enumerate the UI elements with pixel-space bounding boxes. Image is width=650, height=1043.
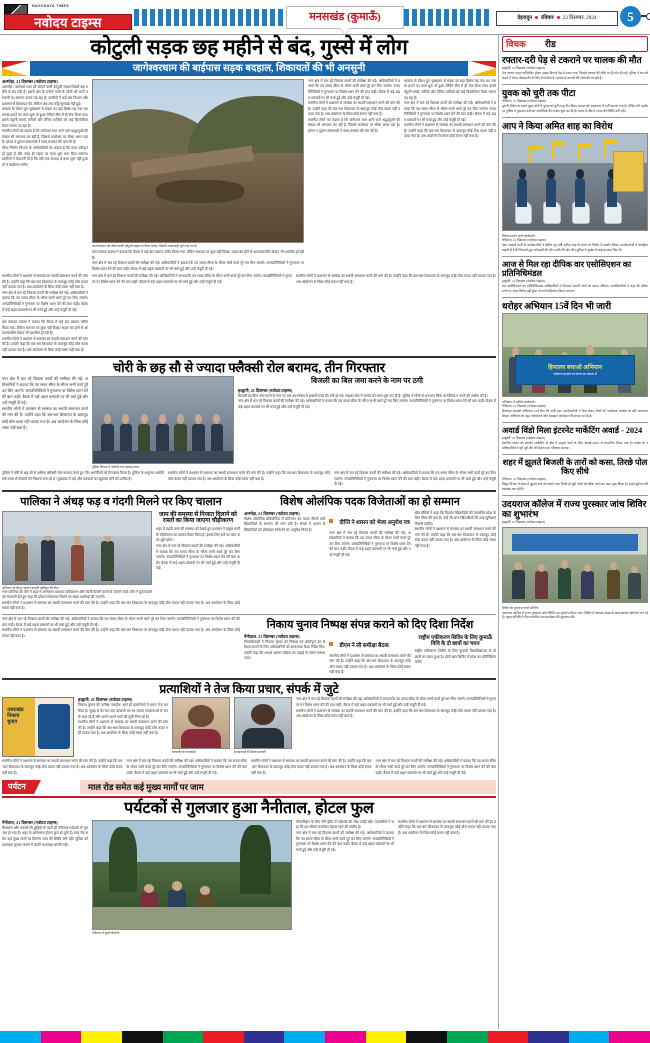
rail-head-6: शहर में झूलते बिजली के तारों को कसा, तिरछे पोल किए सीधे: [502, 458, 648, 477]
dateline-place: देहरादून: [517, 15, 533, 21]
rail-byline-3: हल्द्वानी, 21 दिसम्बर (नवोदय टाइम्स): [502, 279, 545, 284]
divider: [2, 316, 88, 317]
tourism-filler: नगर क्षेत्र में चल रहे विकास कार्यों की समीक्षा की गई। अधिकारियों ने बताया कि तय समय सीमा के भीतर सभी कार्य पूरे कर लिए जाएंगे। जनप्रतिनिधियों ने गुणवत्ता पर विशेष ध्यान देने की बात कही। बैठक में कई अहम प्रस्तावों पर भी चर्चा हुई और उन्हें मंजूरी दी गई।: [296, 830, 394, 852]
story-row4-left: [2, 617, 240, 676]
rail-head-3: आज से मिल रहा दीपिक वार एसोसिएशन का प्रतिनिधिमंडल: [502, 259, 632, 279]
lead-body-5: क्षेत्र पंचायत सदस्य ने बताया कि बैठक में कई बार प्रस्ताव पारित किया गया, लेकिन धरातल पर कुछ नहीं दिखा। सड़क बंद होने से आपातकालीन सेवाएं भी प्रभावित हो रही हैं।: [92, 249, 304, 260]
story4-bullet-note: [329, 511, 410, 529]
divider: [502, 495, 648, 496]
story2-side-col: [238, 376, 496, 469]
row4-left-a: नगर क्षेत्र में चल रहे विकास कार्यों की समीक्षा की गई। अधिकारियों ने बताया कि तय समय सीमा के भीतर सभी कार्य पूरे कर लिए जाएंगे। जनप्रतिनिधियों ने गुणवत्ता पर विशेष ध्यान देने की बात कही। बैठक में कई अहम प्रस्तावों पर भी चर्चा हुई और उन्हें मंजूरी दी गई।: [2, 616, 240, 627]
rail-item-3[interactable]: [502, 260, 648, 294]
rail-byline-1: नैनीताल, 21 दिसम्बर (नवोदय टाइम्स): [502, 98, 546, 103]
story-olympic[interactable]: [244, 494, 496, 612]
lead-body-3: स्थानीय लोगों का कहना है कि जागेश्वर धाम आने वाले श्रद्धालुओं की संख्या भी लगातार घट रही है, जिससे कारोबार पर सीधा असर पड़ा है। होटल व दुकान संचालकों ने जल्द मरम्मत की मांग की है।: [2, 129, 88, 145]
story4-byline: अल्मोड़ा, 21 दिसम्बर (नवोदय टाइम्स): [244, 510, 300, 516]
divider: [502, 84, 648, 85]
banner-left-triangle-icon: [2, 61, 28, 76]
lead-col3-b: स्थानीय लोगों ने प्रशासन से समस्या का स्थायी समाधान करने की मांग की है। उन्होंने कहा कि बार-बार शिकायत के बावजूद कोई ठोस कदम नहीं उठाया गया है। अब आंदोलन के सिवा कोई रास्ता नहीं बचा है।: [308, 101, 400, 117]
story6-col-text1: [78, 697, 168, 757]
story2-tail-c: नगर क्षेत्र में चल रहे विकास कार्यों की समीक्षा की गई। अधिकारियों ने बताया कि तय समय सीमा के भीतर सभी कार्य पूरे कर लिए जाएंगे। जनप्रतिनिधियों ने गुणवत्ता पर विशेष ध्यान देने की बात कही। बैठक में कई अहम प्रस्तावों पर भी चर्चा हुई और उन्हें मंजूरी दी गई।: [334, 471, 496, 487]
lead-col4-a: बरसात के दौरान हुए भूस्खलन से सड़क का बड़ा हिस्सा बह गया था। मलबा हटाने का काम शुरू तो हुआ लेकिन बीच में ही रोक दिया गया। इससे स्कूली बच्चों, मरीजों और दैनिक यात्रियों को कई किलोमीटर पैदल चलना पड़ रहा है।: [404, 78, 496, 100]
rail-photo-caption-7: शिविर का शुभारंभ करते अतिथि।: [502, 606, 539, 611]
lead-col3-c: स्थानीय लोगों का कहना है कि जागेश्वर धाम आने वाले श्रद्धालुओं की संख्या भी लगातार घट रही है, जिससे कारोबार पर सीधा असर पड़ा है। होटल व दुकान संचालकों ने जल्द मरम्मत की मांग की है।: [308, 117, 400, 133]
rail-item-6[interactable]: [502, 458, 648, 492]
lead-col3-a: नगर क्षेत्र में चल रहे विकास कार्यों की समीक्षा की गई। अधिकारियों ने बताया कि तय समय सीमा के भीतर सभी कार्य पूरे कर लिए जाएंगे। जनप्रतिनिधियों ने गुणवत्ता पर विशेष ध्यान देने की बात कही। बैठक में कई अहम प्रस्तावों पर भी चर्चा हुई और उन्हें मंजूरी दी गई।: [308, 78, 400, 100]
rail-photo-campaign: [502, 313, 648, 397]
tourism-byline: नैनीताल, 21 दिसम्बर (नवोदय टाइम्स): [2, 819, 58, 825]
tourism-col-1: [2, 820, 88, 935]
lead-body-2: बरसात के दौरान हुए भूस्खलन से सड़क का बड़ा हिस्सा बह गया था। मलबा हटाने का काम शुरू तो हुआ लेकिन बीच में ही रोक दिया गया। इससे स्कूली बच्चों, मरीजों और दैनिक यात्रियों को कई किलोमीटर पैदल चलना पड़ रहा है।: [2, 107, 88, 128]
masthead-tail-dot-icon: [646, 13, 650, 20]
story3-tail: स्थानीय लोगों ने प्रशासन से समस्या का स्थायी समाधान करने की मांग की है। उन्होंने कहा कि बार-बार शिकायत के बावजूद कोई ठोस कदम नहीं उठाया गया है। अब आंदोलन के सिवा कोई रास्ता नहीं बचा है।: [2, 600, 240, 611]
story3-side-head: जाम की समस्या से निजात दिलाने को रास्तों का किया जाएगा चौड़ीकरण: [159, 511, 237, 525]
story6-body: निकाय चुनाव की तारीख नजदीक आते ही प्रत्याशियों ने प्रचार तेज कर दिया है। सुबह से देर रात तक प्रत्याशी घर-घर जाकर मतदाताओं से संपर्क साध रहे हैं और अपने-अपने वादों की सूची गिना रहे हैं।: [78, 703, 168, 719]
lead-photo-col: [92, 79, 304, 272]
story6-tail-b: स्थानीय लोगों ने प्रशासन से समस्या का स्थायी समाधान करने की मांग की है। उन्होंने कहा कि बार-बार शिकायत के बावजूद कोई ठोस कदम नहीं उठाया गया है। अब आंदोलन के सिवा कोई रास्ता नहीं बचा है।: [296, 708, 496, 719]
story2-tail-2: [168, 471, 330, 488]
right-sidebar: [498, 34, 648, 1029]
story-flexi-rolls[interactable]: [2, 361, 496, 488]
tourism-col-3: [296, 820, 394, 935]
lead-col4-b: नगर क्षेत्र में चल रहे विकास कार्यों की समीक्षा की गई। अधिकारियों ने बताया कि तय समय सीमा के भीतर सभी कार्य पूरे कर लिए जाएंगे। जनप्रतिनिधियों ने गुणवत्ता पर विशेष ध्यान देने की बात कही। बैठक में कई अहम प्रस्तावों पर भी चर्चा हुई और उन्हें मंजूरी दी गई।: [404, 101, 496, 122]
tourism-headline: पर्यटकों से गुलजार हुआ नैनीताल, होटल फुल: [124, 800, 374, 818]
tourism-tagbar: [2, 780, 496, 794]
left-sidebar-text: [2, 274, 88, 353]
campaign-banner: [515, 355, 636, 385]
rail-body-3: बार एसोसिएशन का प्रतिनिधिमंडल अधिकारियों से मिलकर अपनी मांगों का ज्ञापन सौंपेगा। पदाधिकारियों ने कहा कि लंबित मांगों पर जल्द निर्णय नहीं हुआ तो कार्य बहिष्कार किया जाएगा।: [502, 284, 648, 294]
quick-read-label-a: विचक: [506, 39, 526, 49]
lead-photo: [92, 79, 304, 243]
rail-byline-2: नैनीताल, 21 दिसम्बर (नवोदय टाइम्स): [502, 238, 546, 243]
left-continuation-3: [296, 274, 496, 353]
divider: [502, 297, 648, 298]
rail-photo-caption-4: अभियान में शामिल कार्यकर्ता।: [502, 400, 536, 405]
quick-read-pill[interactable]: [502, 36, 648, 52]
story-row-3: [2, 494, 496, 612]
rail-head-1: युवक को चुरी तक पीटा: [502, 87, 576, 98]
story2-photo: [92, 376, 234, 464]
cmyk-registration-strip: [0, 1031, 650, 1043]
story5-side-head: राष्ट्रीय एकीकरण शिविर के लिए कुमाऊँ विवि के दो छात्रों का चयन: [418, 634, 493, 647]
candidate-photo-2: [234, 697, 292, 749]
rail-head-7: उदयराज कॉलेज में राज्य पुरस्कार जांच शिविर का शुभारंभ: [502, 499, 647, 520]
story2-photo-col: [92, 376, 234, 469]
candidate-photo-1-col: [172, 697, 230, 757]
story5-col-3: [415, 634, 496, 676]
rail-body-0: तेज रफ्तार वाहन अनियंत्रित होकर सड़क किनारे पेड़ से टकरा गया, जिससे चालक की मौके पर ही मौत हो गई। पुलिस ने शव को कब्जे में लेकर पोस्टमार्टम के लिए भेज दिया है। हादसे के कारणों की जांच की जा रही है।: [502, 71, 648, 80]
banner-right-triangle-icon: [470, 61, 496, 76]
story2-left-a: नगर क्षेत्र में चल रहे विकास कार्यों की समीक्षा की गई। अधिकारियों ने बताया कि तय समय सीमा के भीतर सभी कार्य पूरे कर लिए जाएंगे। जनप्रतिनिधियों ने गुणवत्ता पर विशेष ध्यान देने की बात कही। बैठक में कई अहम प्रस्तावों पर भी चर्चा हुई और उन्हें मंजूरी दी गई।: [2, 377, 88, 406]
story6-foot-2: नगर क्षेत्र में चल रहे विकास कार्यों की समीक्षा की गई। अधिकारियों ने बताया कि तय समय सीमा के भीतर सभी कार्य पूरे कर लिए जाएंगे। जनप्रतिनिधियों ने गुणवत्ता पर विशेष ध्यान देने की बात कही। बैठक में कई अहम प्रस्तावों पर भी चर्चा हुई और उन्हें मंजूरी दी गई।: [126, 759, 247, 775]
rail-photo-college: [502, 527, 648, 603]
bullet-square-icon: [329, 519, 333, 523]
lead-story[interactable]: [2, 37, 496, 272]
lead-col-1: [2, 79, 88, 272]
rail-byline-6: नैनीताल, 21 दिसम्बर (नवोदय टाइम्स): [502, 477, 546, 482]
story3-body: नगर पालिका की टीम ने शहर में अभियान चलाकर अतिक्रमण और गंदगी फैलाने वालों के चालान काटे। टीम ने दुकानदारों को चेतावनी देते हुए कहा कि दोबारा शिकायत मिलने पर सख्त कार्रवाई की जाएगी।: [2, 589, 152, 600]
rail-head-4: धरोहर अभियान 15वें दिन भी जारी: [502, 301, 612, 312]
dateline-date: 22 दिसम्बर, 2024: [562, 15, 597, 21]
story2-tail-1: [2, 471, 164, 488]
story2-side-filler: नगर क्षेत्र में चल रहे विकास कार्यों की समीक्षा की गई। अधिकारियों ने बताया कि तय समय सीमा के भीतर सभी कार्य पूरे कर लिए जाएंगे। जनप्रतिनिधियों ने गुणवत्ता पर विशेष ध्यान देने की बात कही। बैठक में कई अहम प्रस्तावों पर भी चर्चा हुई और उन्हें मंजूरी दी गई।: [238, 399, 496, 409]
edition-label: मनसखंड (कुमाऊँ): [309, 11, 381, 23]
masthead-bars-left: [134, 9, 284, 26]
rail-body-5: स्थानीय संस्था को इंटरनेट मार्केटिंग के क्षेत्र में उत्कृष्ट कार्य के लिए अवार्ड-2024 से सम्मानित किया गया है। संस्था के पदाधिकारियों ने इसे पूरी टीम की मेहनत का परिणाम बताया।: [502, 441, 648, 451]
cont2-a: नगर क्षेत्र में चल रहे विकास कार्यों की समीक्षा की गई। अधिकारियों ने बताया कि तय समय सीमा के भीतर सभी कार्य पूरे कर लिए जाएंगे। जनप्रतिनिधियों ने गुणवत्ता पर विशेष ध्यान देने की बात कही। बैठक में कई अहम प्रस्तावों पर भी चर्चा हुई और उन्हें मंजूरी दी गई।: [92, 274, 292, 284]
candidate-1-caption: प्रत्याशी का जनसंपर्क: [172, 750, 196, 755]
tourism-photo: [92, 820, 292, 930]
rail-photo-caption-2: विरोध प्रदर्शन करते कार्यकर्ता।: [502, 233, 536, 238]
election-logo-col: [2, 697, 74, 757]
story6-byline: हल्द्वानी, 21 दिसम्बर (नवोदय टाइम्स): [78, 697, 133, 703]
story4-body: विशेष ओलंपिक प्रतियोगिता में प्रतिभाग कर पदक जीतने वाले खिलाड़ियों के सम्मान की मांग उठी है। संस्था ने शासन से खिलाड़ियों को प्रोत्साहन राशि देने का अनुरोध किया है।: [244, 516, 326, 532]
story5-bullet-text: डीएम ने ली समीक्षा बैठक: [339, 642, 389, 649]
rail-photo-protest: [502, 133, 648, 231]
story4-side-body: खेल प्रेमियों ने कहा कि दिव्यांग खिलाड़ियों की उपलब्धि प्रदेश के लिए गौरव की बात है। उन्हें भी अन्य खिलाड़ियों की तरह सुविधाएं मिलनी चाहिए।: [414, 510, 496, 526]
story2-left-b: स्थानीय लोगों ने प्रशासन से समस्या का स्थायी समाधान करने की मांग की है। उन्होंने कहा कि बार-बार शिकायत के बावजूद कोई ठोस कदम नहीं उठाया गया है। अब आंदोलन के सिवा कोई रास्ता नहीं बचा है।: [2, 407, 88, 430]
dateline-day: रविवार: [541, 15, 554, 21]
tourism-chip: पर्यटन: [2, 780, 34, 794]
story-candidates[interactable]: [2, 683, 496, 776]
quick-read-label-b: रीड: [545, 39, 556, 49]
rail-item-5[interactable]: [502, 426, 648, 451]
story6-headline: प्रत्याशियों ने तेज किया प्रचार, संपर्क में जुटे: [159, 681, 339, 696]
story2-tail-b: स्थानीय लोगों ने प्रशासन से समस्या का स्थायी समाधान करने की मांग की है। उन्होंने कहा कि बार-बार शिकायत के बावजूद कोई ठोस कदम नहीं उठाया गया है। अब आंदोलन के सिवा कोई रास्ता नहीं बचा है।: [168, 471, 330, 481]
story2-side-byline: हल्द्वानी, 21 दिसम्बर (नवोदय टाइम्स): [238, 387, 293, 393]
candidate-2-caption: मतदाताओं से मिलते प्रत्याशी: [234, 750, 266, 755]
rail-body-2: आम आदमी पार्टी के कार्यकर्ताओं ने केंद्रीय गृह मंत्री अमित शाह के बयान के विरोध में प्रदर्शन किया। कार्यकर्ताओं ने दोपहिया वाहनों से रैली निकालते हुए नारेबाजी की और माफी की मांग की। पुलिस ने सुरक्षा के कड़े इंतजाम किए थे।: [502, 242, 648, 252]
story4-col-2: [329, 511, 410, 559]
tourism-band: माल रोड समेत कई मुख्य मार्गों पर जाम: [80, 780, 496, 794]
rail-head-5: अवार्ड विंडो मिला इंटरनेट मार्केटिंग अवार्ड - 2024: [502, 426, 643, 436]
rail-body-1: पुरानी रंजिश के चलते कुछ लोगों ने युवक को बुरी तरह पीट दिया। घायल को अस्पताल में भर्ती कराया गया है। पीड़ित की तहरीर पर पुलिस ने मुकदमा दर्ज कर आरोपियों की तलाश शुरू कर दी है। घटना से क्षेत्र में तनाव की स्थिति बनी रही।: [502, 103, 648, 113]
divider: [502, 117, 648, 118]
edition-badge: [286, 6, 404, 29]
lead-filler-1: नगर क्षेत्र में चल रहे विकास कार्यों की समीक्षा की गई। अधिकारियों ने बताया कि तय समय सीमा के भीतर सभी कार्य पूरे कर लिए जाएंगे। जनप्रतिनिधियों ने गुणवत्ता पर विशेष ध्यान देने की बात कही। बैठक में कई अहम प्रस्तावों पर भी चर्चा हुई और उन्हें मंजूरी दी गई।: [92, 261, 304, 271]
separator-dot-icon: [535, 16, 538, 19]
story5-headline: निकाय चुनाव निष्पक्ष संपन्न कराने को दिए दिशा निर्देश: [266, 618, 474, 631]
story3-photo-caption: अभियान के दौरान चालान काटती पालिका की टीम।: [2, 585, 60, 590]
story3-photo-col: [2, 511, 152, 601]
story2-side-body: बिजली का बिल जमा करने के नाम पर एक उपभोक्ता से हजारों रुपये की ठगी हो गई। साइबर सेल ने मामले की जांच शुरू कर दी है। पुलिस ने लोगों से अनजान लिंक पर क्लिक न करने की अपील की है।: [238, 393, 488, 398]
rail-head-2: आप ने किया अमित शाह का विरोध: [502, 120, 613, 131]
rail-item-7[interactable]: [502, 499, 648, 620]
story2-tail-a: पुलिस ने चोरी के छह सौ से अधिक फ्लैक्सी रोल बरामद करते हुए तीन आरोपियों को गिरफ्तार किया है। पुलिस के अनुसार आरोपी लंबे समय से गोदामों को निशाना बना रहे थे। पूछताछ में कई और वारदातों का खुलासा होने की उम्मीद है।: [2, 471, 164, 481]
story3-side-filler: नगर क्षेत्र में चल रहे विकास कार्यों की समीक्षा की गई। अधिकारियों ने बताया कि तय समय सीमा के भीतर सभी कार्य पूरे कर लिए जाएंगे। जनप्रतिनिधियों ने गुणवत्ता पर विशेष ध्यान देने की बात कही। बैठक में कई अहम प्रस्तावों पर भी चर्चा हुई और उन्हें मंजूरी दी गई।: [156, 544, 240, 571]
story5-side-body: राष्ट्रीय एकीकरण शिविर के लिए कुमाऊँ विश्वविद्यालय के दो छात्रों का चयन हुआ है। दोनों छात्र शिविर में प्रदेश का प्रतिनिधित्व करेंगे।: [414, 648, 496, 665]
rail-item-2[interactable]: [502, 121, 648, 253]
main-content-area: [2, 34, 496, 1029]
story-nikay[interactable]: [244, 617, 496, 676]
story3-headline: पालिका ने अंधड़ फड़ व गंदगी मिलने पर किए चालान: [20, 496, 222, 509]
rail-byline-5: हल्द्वानी, 21 दिसम्बर (नवोदय टाइम्स): [502, 436, 545, 441]
story2-col-1: [2, 376, 88, 469]
lead-col-3: [308, 79, 400, 272]
story3-photo: [2, 511, 152, 585]
bullet-square-icon: [329, 642, 333, 646]
lead-col4-c: स्थानीय लोगों ने प्रशासन से समस्या का स्थायी समाधान करने की मांग की है। उन्होंने कहा कि बार-बार शिकायत के बावजूद कोई ठोस कदम नहीं उठाया गया है। अब आंदोलन के सिवा कोई रास्ता नहीं बचा है।: [404, 123, 496, 139]
lead-body-4: लोक निर्माण विभाग के अधिकारियों का कहना है कि बजट स्वीकृत हो चुका है और जल्द ही सड़क पर काम शुरू करा दिया जाएगा। ग्रामीणों ने चेतावनी दी है कि यदि एक सप्ताह में काम शुरू नहीं हुआ तो वे आंदोलन करेंगे।: [2, 146, 88, 167]
left-sidebar-b: नगर क्षेत्र में चल रहे विकास कार्यों की समीक्षा की गई। अधिकारियों ने बताया कि तय समय सीमा के भीतर सभी कार्य पूरे कर लिए जाएंगे। जनप्रतिनिधियों ने गुणवत्ता पर विशेष ध्यान देने की बात कही। बैठक में कई अहम प्रस्तावों पर भी चर्चा हुई और उन्हें मंजूरी दी गई।: [2, 290, 88, 312]
story6-tail-a: नगर क्षेत्र में चल रहे विकास कार्यों की समीक्षा की गई। अधिकारियों ने बताया कि तय समय सीमा के भीतर सभी कार्य पूरे कर लिए जाएंगे। जनप्रतिनिधियों ने गुणवत्ता पर विशेष ध्यान देने की बात कही। बैठक में कई अहम प्रस्तावों पर भी चर्चा हुई और उन्हें मंजूरी दी गई।: [296, 697, 496, 707]
divider: [502, 422, 648, 423]
story2-photo-caption: पुलिस गिरफ्त में आरोपी तथा बरामद माल।: [92, 465, 140, 470]
lead-body-1: अल्मोड़ा। जागेश्वर धाम को जोड़ने वाली कोटुली सड़क पिछले छह महीने से बंद पड़ी है। इससे क्षेत्र के दर्जनों गांवों के लोगों को भारी परेशानी का सामना करना पड़ रहा है। ग्रामीणों ने कई बार विभाग और प्रशासन से शिकायत की, लेकिन अब तक कोई सुनवाई नहीं हुई।: [2, 84, 88, 106]
story6-foot-4: नगर क्षेत्र में चल रहे विकास कार्यों की समीक्षा की गई। अधिकारियों ने बताया कि तय समय सीमा के भीतर सभी कार्य पूरे कर लिए जाएंगे। जनप्रतिनिधियों ने गुणवत्ता पर विशेष ध्यान देने की बात कही। बैठक में कई अहम प्रस्तावों पर भी चर्चा हुई और उन्हें मंजूरी दी गई।: [375, 759, 496, 775]
rail-item-1[interactable]: [502, 88, 648, 114]
rail-head-0: रफ्तार-दरी पेड़ से टकराने पर चालक की मौत: [502, 55, 642, 65]
dateline: [496, 11, 618, 26]
story4-col-3: [415, 511, 496, 559]
campaign-banner-title: हिमालय बचाओ अभियान: [547, 364, 603, 371]
tourism-photo-caption: नैनीताल में घूमते सैलानी।: [92, 930, 121, 935]
story6-body-x: स्थानीय लोगों ने प्रशासन से समस्या का स्थायी समाधान करने की मांग की है। उन्होंने कहा कि बार-बार शिकायत के बावजूद कोई ठोस कदम नहीं उठाया गया है। अब आंदोलन के सिवा कोई रास्ता नहीं बचा है।: [78, 720, 168, 736]
story4-col3-filler: स्थानीय लोगों ने प्रशासन से समस्या का स्थायी समाधान करने की मांग की है। उन्होंने कहा कि बार-बार शिकायत के बावजूद कोई ठोस कदम नहीं उठाया गया है। अब आंदोलन के सिवा कोई रास्ता नहीं बचा है।: [414, 527, 496, 548]
rail-body-7: उदयराज कॉलेज में राज्य पुरस्कार जांच शिविर का शुभारंभ किया गया। शिविर में स्काउट-गाइड के छात्र-छात्राएं प्रतिभाग कर रहे हैं। मुख्य अतिथि ने दीप प्रज्वलित कर कार्यक्रम की शुरुआत की।: [502, 610, 648, 620]
page-number-badge: 5: [620, 6, 641, 27]
story5-col-1: [244, 634, 325, 676]
candidate-photo-1: [172, 697, 230, 749]
story5-col2-body: स्थानीय लोगों ने प्रशासन से समस्या का स्थायी समाधान करने की मांग की है। उन्होंने कहा कि बार-बार शिकायत के बावजूद कोई ठोस कदम नहीं उठाया गया है। अब आंदोलन के सिवा कोई रास्ता नहीं बचा है।: [329, 653, 411, 675]
left-sidebar-d: स्थानीय लोगों ने प्रशासन से समस्या का स्थायी समाधान करने की मांग की है। उन्होंने कहा कि बार-बार शिकायत के बावजूद कोई ठोस कदम नहीं उठाया गया है। अब आंदोलन के सिवा कोई रास्ता नहीं बचा है।: [2, 336, 88, 352]
story6-foot-1: स्थानीय लोगों ने प्रशासन से समस्या का स्थायी समाधान करने की मांग की है। उन्होंने कहा कि बार-बार शिकायत के बावजूद कोई ठोस कदम नहीं उठाया गया है। अब आंदोलन के सिवा कोई रास्ता नहीं बचा है।: [2, 759, 123, 775]
tourism-col4: स्थानीय लोगों ने प्रशासन से समस्या का स्थायी समाधान करने की मांग की है। उन्होंने कहा कि बार-बार शिकायत के बावजूद कोई ठोस कदम नहीं उठाया गया है। अब आंदोलन के सिवा कोई रास्ता नहीं बचा है।: [398, 819, 496, 835]
story4-col2-body: नगर क्षेत्र में चल रहे विकास कार्यों की समीक्षा की गई। अधिकारियों ने बताया कि तय समय सीमा के भीतर सभी कार्य पूरे कर लिए जाएंगे। जनप्रतिनिधियों ने गुणवत्ता पर विशेष ध्यान देने की बात कही। बैठक में कई अहम प्रस्तावों पर भी चर्चा हुई और उन्हें मंजूरी दी गई।: [329, 530, 411, 557]
story-row-4: [2, 617, 496, 676]
story5-byline: नैनीताल, 21 दिसम्बर (नवोदय टाइम्स): [244, 633, 300, 639]
cont3-a: स्थानीय लोगों ने प्रशासन से समस्या का स्थायी समाधान करने की मांग की है। उन्होंने कहा कि बार-बार शिकायत के बावजूद कोई ठोस कदम नहीं उठाया गया है। अब आंदोलन के सिवा कोई रास्ता नहीं बचा है।: [296, 274, 496, 284]
divider: [502, 454, 648, 455]
lead-col-4: [404, 79, 496, 272]
story2-side-head: बिजली का बिल जमा करने के नाम पर ठगी: [310, 376, 423, 386]
lead-subhead: जागेश्वरधाम की बाईपास सड़क बदहाल, शिकायतों की भी अनसुनी: [30, 61, 468, 76]
lead-byline: अल्मोड़ा, 21 दिसम्बर (नवोदय टाइम्स): [2, 78, 58, 84]
rail-item-0[interactable]: [502, 55, 648, 81]
rail-byline-4: नैनीताल, 21 दिसम्बर (नवोदय टाइम्स): [502, 404, 546, 409]
election-logo-card: उत्तराखंड निकाय चुनाव: [2, 697, 74, 757]
tourism-col-4: [398, 820, 496, 935]
story4-headline: विशेष ओलंपिक पदक विजेताओं का हो सम्मान: [280, 496, 460, 509]
tourism-body2: नौकाविहार के लिए नैनी झील में पर्यटकों की भीड़ उमड़ी रही। व्यापारियों ने कहा कि इस सीजन कारोबार बेहतर रहने की उम्मीद है।: [296, 819, 394, 830]
story4-col-1: [244, 511, 325, 559]
left-continuation-2: [92, 274, 292, 353]
story2-tail-3: [334, 471, 496, 488]
story6-foot-3: स्थानीय लोगों ने प्रशासन से समस्या का स्थायी समाधान करने की मांग की है। उन्होंने कहा कि बार-बार शिकायत के बावजूद कोई ठोस कदम नहीं उठाया गया है। अब आंदोलन के सिवा कोई रास्ता नहीं बचा है।: [251, 759, 372, 775]
lead-subhead-banner: [2, 61, 496, 76]
left-sidebar-c: क्षेत्र पंचायत सदस्य ने बताया कि बैठक में कई बार प्रस्ताव पारित किया गया, लेकिन धरातल पर कुछ नहीं दिखा। सड़क बंद होने से आपातकालीन सेवाएं भी प्रभावित हो रही हैं।: [2, 320, 88, 336]
brand-title: नवोदय टाइम्स: [4, 14, 132, 30]
lead-photo-caption: जागेश्वरधाम को जोड़ने वाली कोटुली सड़क पर फैला मलबा, जिससे आवाजाही पूरी तरह ठप है।: [92, 243, 198, 248]
tourism-section[interactable]: [2, 780, 496, 935]
story5-body: जिलाधिकारी ने निकाय चुनाव को निष्पक्ष एवं शांतिपूर्ण ढंग से संपन्न कराने के लिए अधिकारियों को आवश्यक दिशा निर्देश दिए। उन्होंने कहा कि आदर्श आचार संहिता का कड़ाई से पालन कराया जाए।: [244, 639, 326, 661]
story3-side: [156, 511, 240, 601]
story2-headline: चोरी के छह सौ से ज्यादा फ्लैक्सी रोल बरामद, तीन गिरफ्तार: [112, 359, 386, 375]
masthead: [0, 0, 650, 35]
story5-col-2: [329, 634, 410, 676]
candidate-photo-2-col: [234, 697, 292, 757]
story4-bullet-text: दीप्ति ने शासन को भेजा अनुरोध पत्र: [339, 519, 410, 526]
left-sidebar-a: स्थानीय लोगों ने प्रशासन से समस्या का स्थायी समाधान करने की मांग की है। उन्होंने कहा कि बार-बार शिकायत के बावजूद कोई ठोस कदम नहीं उठाया गया है। अब आंदोलन के सिवा कोई रास्ता नहीं बचा है।: [2, 274, 88, 290]
tourism-body: क्रिसमस और नववर्ष की छुट्टियों से पहले ही नैनीताल पर्यटकों से गुलजार हो गया है। शहर के अधिकांश होटल फुल हो चुके हैं। माल रोड समेत कई मुख्य मार्गों पर दिनभर जाम की स्थिति बनी रही। पुलिस को यातायात सुचारु कराने में काफी मशक्कत करनी पड़ी।: [2, 825, 88, 847]
newspaper-logo[interactable]: [4, 4, 132, 30]
brand-subtitle: NAVODAYA TIMES: [32, 4, 70, 8]
rail-body-6: विद्युत विभाग ने शहर में झूलते तारों को कसने तथा तिरछे हो चुके पोलों को सीधा करने का काम शुरू किया है। इससे दुर्घटना की आशंका कम होगी।: [502, 482, 648, 492]
separator-dot-icon: [557, 16, 560, 19]
tourism-photo-col: [92, 820, 292, 935]
campaign-banner-sub: पर्यावरण संरक्षण एवं पोषण का संकल्प लें: [553, 371, 597, 376]
rail-byline-0: हल्द्वानी, 21 दिसम्बर (नवोदय टाइम्स): [502, 66, 545, 71]
story3-side-body: शहर में बढ़ती जाम की समस्या को देखते हुए प्रशासन ने प्रमुख मार्गों के चौड़ीकरण का प्रस्ताव तैयार किया है। इसके लिए सर्वे का काम जल्द शुरू होगा।: [156, 527, 240, 543]
story6-col-text2: [296, 697, 496, 757]
story5-bullet-note: [329, 634, 410, 652]
rail-item-4[interactable]: [502, 301, 648, 419]
masthead-bars-right: [404, 9, 490, 26]
rail-byline-7: हल्द्वानी, 21 दिसम्बर (नवोदय टाइम्स): [502, 520, 545, 525]
rail-body-4: हिमालय बचाओ अभियान 15वें दिन भी जारी रहा। कार्यकर्ताओं ने बैनर लेकर लोगों को पर्यावरण संरक्षण के प्रति जागरूक किया। अभियान के तहत पौधरोपण और स्वच्छता कार्यक्रम भी चलाए जा रहे हैं।: [502, 409, 648, 419]
lead-headline: कोटुली सड़क छह महीने से बंद, गुस्से में लोग: [90, 35, 408, 59]
row4-left-b: स्थानीय लोगों ने प्रशासन से समस्या का स्थायी समाधान करने की मांग की है। उन्होंने कहा कि बार-बार शिकायत के बावजूद कोई ठोस कदम नहीं उठाया गया है। अब आंदोलन के सिवा कोई रास्ता नहीं बचा है।: [2, 628, 240, 638]
story-palika[interactable]: [2, 494, 240, 612]
divider: [502, 256, 648, 257]
